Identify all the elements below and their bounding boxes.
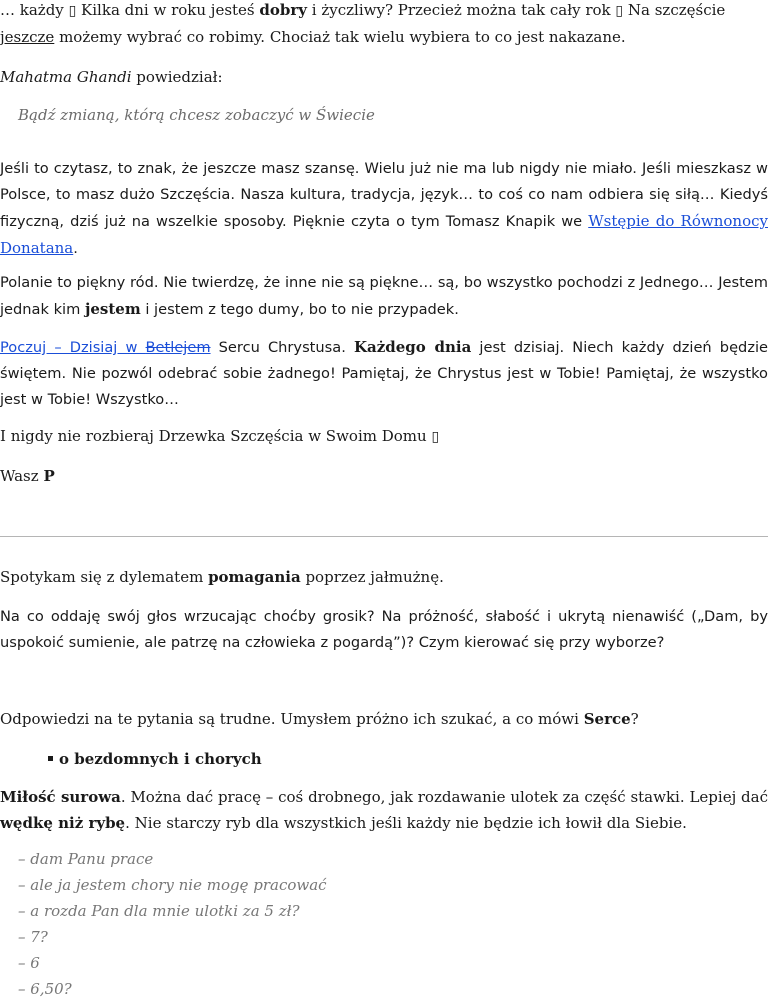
intro-paragraph: … każdy ▯ Kilka dni w roku jesteś dobry i życzliwy? Przecież można tak cały rok ▯ Na szczęście jeszcze możemy wybrać co robimy. Chociaż tak wielu wybiera to co jest nakazane. [0,1,726,46]
link-wstep-rownonocy[interactable]: Wstępie do Równonocy Donatana [0,212,768,257]
signature: Wasz P [0,467,55,485]
dialog-line: – 6,50? [18,980,72,998]
paragraph-questions: Na co oddaję swój głos wrzucając choćby grosik? Na próżność, słabość i ukrytą nienawiść („Dam, by uspokoić sumienie, ale patrzę na człowieka z pogardą”)? Czym kierować się przy wyborze? [0,608,768,651]
dialog-line: – a rozda Pan dla mnie ulotki za 5 zł? [18,902,300,920]
dialog-line: – ale ja jestem chory nie mogę pracować [18,876,327,894]
missing-emoji-icon: ▯ [68,3,77,19]
paragraph-polanie: Polanie to piękny ród. Nie twierdzę, że inne nie są piękne… są, bo wszystko pochodzi z Jednego… Jestem jednak kim jestem i jestem z tego dumy, bo to nie przypadek. [0,274,768,318]
attribution-paragraph: Mahatma Ghandi powiedział: [0,68,223,86]
paragraph-poland: Jeśli to czytasz, to znak, że jeszcze masz szansę. Wielu już nie ma lub nigdy nie miało. Jeśli mieszkasz w Polsce, to masz dużo Szczęścia. Nasza kultura, tradycja, język… to coś co nam odbiera się siłą… Kiedyś fizyczną, dziś już na wszelkie sposoby. Pięknie czyta o tym Tomasz Knapik we Wstępie do Równonocy Donatana. [0,160,768,257]
bullet-heading: o bezdomnych i chorych [48,746,748,772]
bullet-square-icon [48,756,53,761]
dialog-line: – 6 [18,954,40,972]
missing-emoji-icon: ▯ [431,429,440,445]
section-divider [0,536,768,537]
missing-emoji-icon: ▯ [615,3,624,19]
dialog-list [18,846,758,1002]
paragraph-christmas: Poczuj – Dzisiaj w Betlejem Sercu Chrystusa. Każdego dnia jest dzisiaj. Niech każdy dzień będzie świętem. Nie pozwól odebrać sobie żadnego! Pamiętaj, że Chrystus jest w Tobie! Pamiętaj, że wszystko jest w Tobie! Wszystko… [0,338,768,408]
quote-author: Mahatma Ghandi [0,68,132,86]
link-poczuj[interactable]: Poczuj – Dzisiaj w Betlejem [0,339,211,356]
paragraph-odpowiedzi: Odpowiedzi na te pytania są trudne. Umysłem próżno ich szukać, a co mówi Serce? [0,710,639,728]
paragraph-milosc: Miłość surowa. Można dać pracę – coś drobnego, jak rozdawanie ulotek za część stawki. Lepiej dać wędkę niż rybę. Nie starczy ryb dla wszystkich jeśli każdy nie będzie ich łowił dla Siebie. [0,788,768,832]
dialog-line: – 7? [18,928,48,946]
dialog-line: – dam Panu prace [18,850,154,868]
paragraph-drzewko: I nigdy nie rozbieraj Drzewka Szczęścia w Swoim Domu ▯ [0,427,440,445]
blockquote: Bądź zmianą, którą chcesz zobaczyć w Świecie [18,106,375,124]
paragraph-dylemat: Spotykam się z dylematem pomagania poprzez jałmużnę. [0,568,444,586]
